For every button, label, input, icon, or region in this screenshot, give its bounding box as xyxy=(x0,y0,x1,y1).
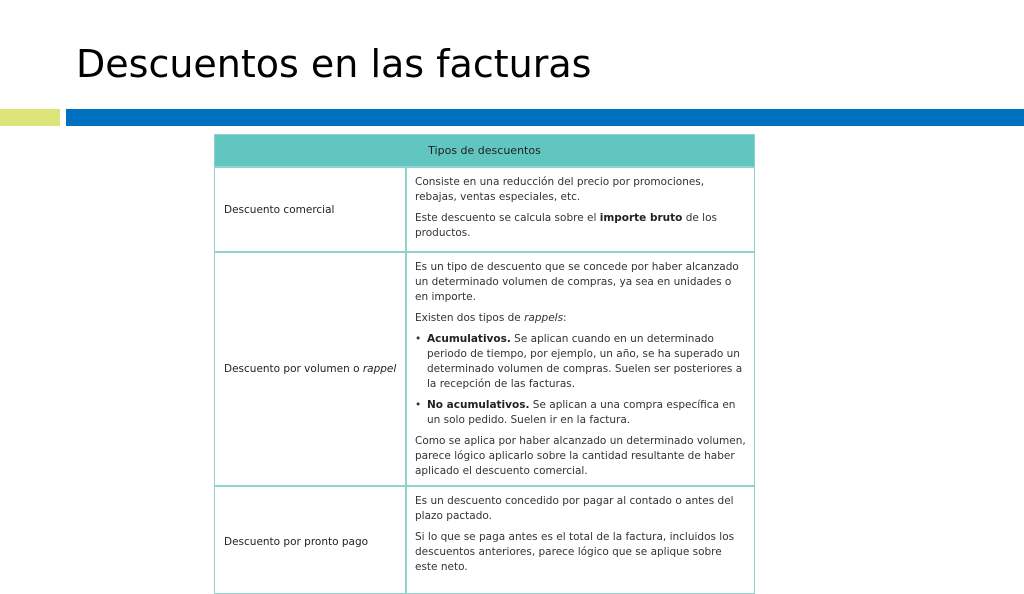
description-paragraph: Es un descuento concedido por pagar al contado o antes del plazo pactado. xyxy=(415,495,734,522)
table-row xyxy=(215,251,754,485)
row-description xyxy=(407,168,754,251)
row-description xyxy=(407,253,754,485)
description-paragraph: Si lo que se paga antes es el total de la factura, incluidos los descuentos anteriores, parece lógico que se aplique sobre este neto. xyxy=(415,531,735,573)
title-underline-bar xyxy=(66,109,1024,126)
table-header: Tipos de descuentos xyxy=(215,135,754,166)
slide-title: Descuentos en las facturas xyxy=(76,42,592,86)
rappel-types-list xyxy=(415,332,746,428)
row-label-descuento-pronto-pago: Descuento por pronto pago xyxy=(215,487,407,594)
row-label-descuento-volumen: Descuento por volumen o rappel xyxy=(215,253,407,485)
row-label-descuento-comercial: Descuento comercial xyxy=(215,168,407,251)
discount-types-table xyxy=(214,134,755,594)
title-accent-bar xyxy=(0,109,60,126)
list-item: • Acumulativos. Se aplican cuando en un determinado periodo de tiempo, por ejemplo, un año, se ha superado un determinado volumen de compras. Suelen ser posteriores a la recepción de las facturas. xyxy=(415,332,746,392)
table-row xyxy=(215,485,754,594)
description-paragraph: Este descuento se calcula sobre el importe bruto de los productos. xyxy=(415,212,717,239)
description-paragraph: Es un tipo de descuento que se concede por haber alcanzado un determinado volumen de compras, ya sea en unidades o en importe. xyxy=(415,261,739,303)
description-paragraph: Consiste en una reducción del precio por promociones, rebajas, ventas especiales, etc. xyxy=(415,176,705,203)
row-description xyxy=(407,487,754,594)
list-item: • No acumulativos. Se aplican a una compra específica en un solo pedido. Suelen ir en la factura. xyxy=(415,398,746,428)
description-paragraph: Existen dos tipos de rappels: xyxy=(415,312,567,324)
table-row xyxy=(215,166,754,251)
description-paragraph: Como se aplica por haber alcanzado un determinado volumen, parece lógico aplicarlo sobre la cantidad resultante de haber aplicado el descuento comercial. xyxy=(415,435,746,477)
